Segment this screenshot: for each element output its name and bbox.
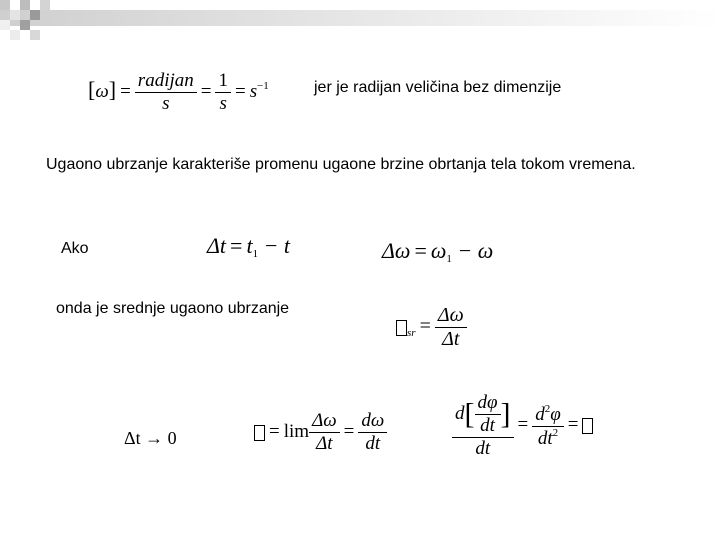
instantaneous-acceleration-formula: = lim $\frac{\Delta\omega}{\Delta t}$ = $\frac{d\omega}{dt}$ <box>254 410 387 455</box>
header-decoration <box>0 0 720 40</box>
second-derivative-formula: d[ $\frac{d\varphi}{dt}$ ] dt = $\frac{d^2\varphi}{dt^2}$ = <box>452 392 593 460</box>
delta-omega-equation: $\Delta\omega = \omega_1 - \omega$ <box>382 238 494 265</box>
limit-condition: Δt → 0 <box>124 428 177 448</box>
radijan-fraction: $\frac{\text{radijan}}{s}$ <box>135 70 197 115</box>
delta-t-equation: $\Delta t = t_1 - t$ <box>207 233 291 260</box>
nested-derivative-fraction: d[ $\frac{d\varphi}{dt}$ ] dt <box>452 392 514 460</box>
derivative-fraction: $\frac{d\omega}{dt}$ <box>358 410 387 455</box>
omega-units-formula: [ω] = $\frac{\text{radijan}}{s}$ = $\frac{1}{s}$ = $s^{-1}$ <box>88 70 269 114</box>
srednje-label: onda je srednje ugaono ubrzanje <box>56 300 290 317</box>
angular-acceleration-paragraph: Ugaono ubrzanje karakteriše promenu ugaone brzine obrtanja tela tokom vremena. <box>46 156 636 173</box>
delta-fraction: $\frac{\Delta\omega}{\Delta t}$ <box>309 410 340 455</box>
alpha-symbol-placeholder <box>396 320 407 336</box>
dimensionless-note: jer je radijan veličina bez dimenzije <box>314 79 562 96</box>
mean-acceleration-formula: $_{sr}$ = $\frac{\Delta\omega}{\Delta t}$ <box>396 304 467 351</box>
second-order-fraction: $\frac{d^2\varphi}{dt^2}$ <box>532 403 564 450</box>
one-over-s-fraction: $\frac{1}{s}$ <box>215 70 231 115</box>
ako-label: Ako <box>61 240 89 257</box>
alpha-symbol-placeholder <box>254 425 265 441</box>
alpha-symbol-placeholder <box>582 418 593 434</box>
mean-acceleration-fraction: $\frac{\Delta\omega}{\Delta t}$ <box>435 304 467 351</box>
